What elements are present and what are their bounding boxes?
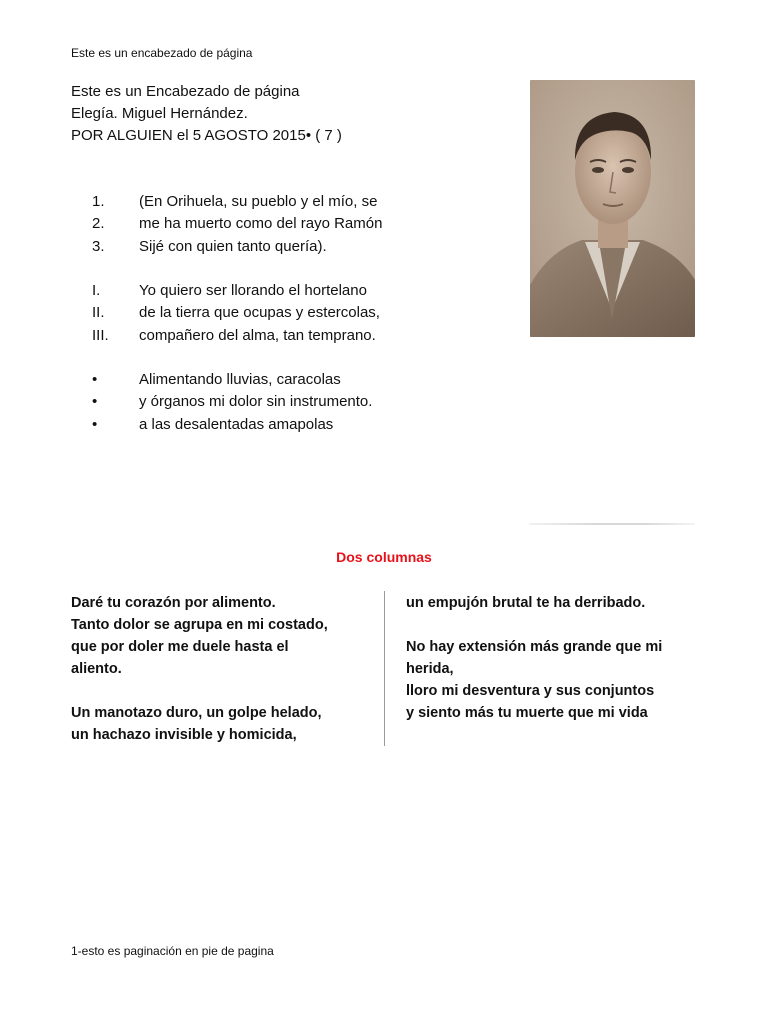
left-column [71, 592, 371, 746]
list-item-text: a las desalentadas amapolas [139, 415, 334, 433]
verse-line [406, 614, 706, 636]
list-item-text: me ha muerto como del rayo Ramón [139, 215, 383, 233]
verse-line: Tanto dolor se agrupa en mi costado, [71, 617, 328, 633]
list-item-text: Yo quiero ser llorando el hortelano [139, 282, 367, 299]
byline: POR ALGUIEN el 5 AGOSTO 2015• ( 7 ) [71, 127, 342, 144]
list-item-text: compañero del alma, tan temprano. [139, 326, 376, 344]
list-marker: 2. [92, 215, 105, 233]
portrait-photo [530, 80, 695, 337]
page-header: Este es un encabezado de página [71, 46, 253, 60]
list-marker: II. [92, 304, 105, 322]
list-item-text: (En Orihuela, su pueblo y el mío, se [139, 193, 378, 210]
verse-line [71, 680, 371, 702]
list-item-text: Sijé con quien tanto quería). [139, 237, 327, 255]
list-item-text: Alimentando lluvias, caracolas [139, 371, 341, 388]
verse-line: lloro mi desventura y sus conjuntos [406, 683, 655, 699]
intro-block [71, 81, 342, 147]
verse-line: herida, [406, 661, 454, 677]
verse-line: y siento más tu muerte que mi vida [406, 705, 648, 721]
section-title: Dos columnas [336, 549, 432, 565]
right-column [406, 592, 706, 724]
page-footer: 1-esto es paginación en pie de pagina [71, 944, 274, 958]
bullet-marker: • [92, 415, 98, 433]
list-marker: I. [92, 282, 101, 299]
verse-line: que por doler me duele hasta el [71, 639, 289, 655]
poem-title: Elegía. Miguel Hernández. [71, 105, 248, 122]
verse-line: aliento. [71, 661, 122, 677]
verse-line: un empujón brutal te ha derribado. [406, 595, 646, 611]
verse-line: No hay extensión más grande que mi [406, 639, 663, 655]
list-marker: 3. [92, 237, 105, 255]
list-marker: III. [92, 326, 109, 344]
verse-line: Un manotazo duro, un golpe helado, [71, 705, 322, 721]
list-marker: 1. [92, 193, 105, 210]
bullet-marker: • [92, 371, 98, 388]
bullet-marker: • [92, 393, 98, 411]
list-item-text: y órganos mi dolor sin instrumento. [139, 393, 373, 411]
verse-line: un hachazo invisible y homicida, [71, 727, 297, 743]
column-divider [384, 591, 385, 746]
verse-line: Daré tu corazón por alimento. [71, 595, 276, 611]
list-item-text: de la tierra que ocupas y estercolas, [139, 304, 380, 322]
intro-heading: Este es un Encabezado de página [71, 83, 300, 100]
photo-divider [529, 523, 695, 525]
